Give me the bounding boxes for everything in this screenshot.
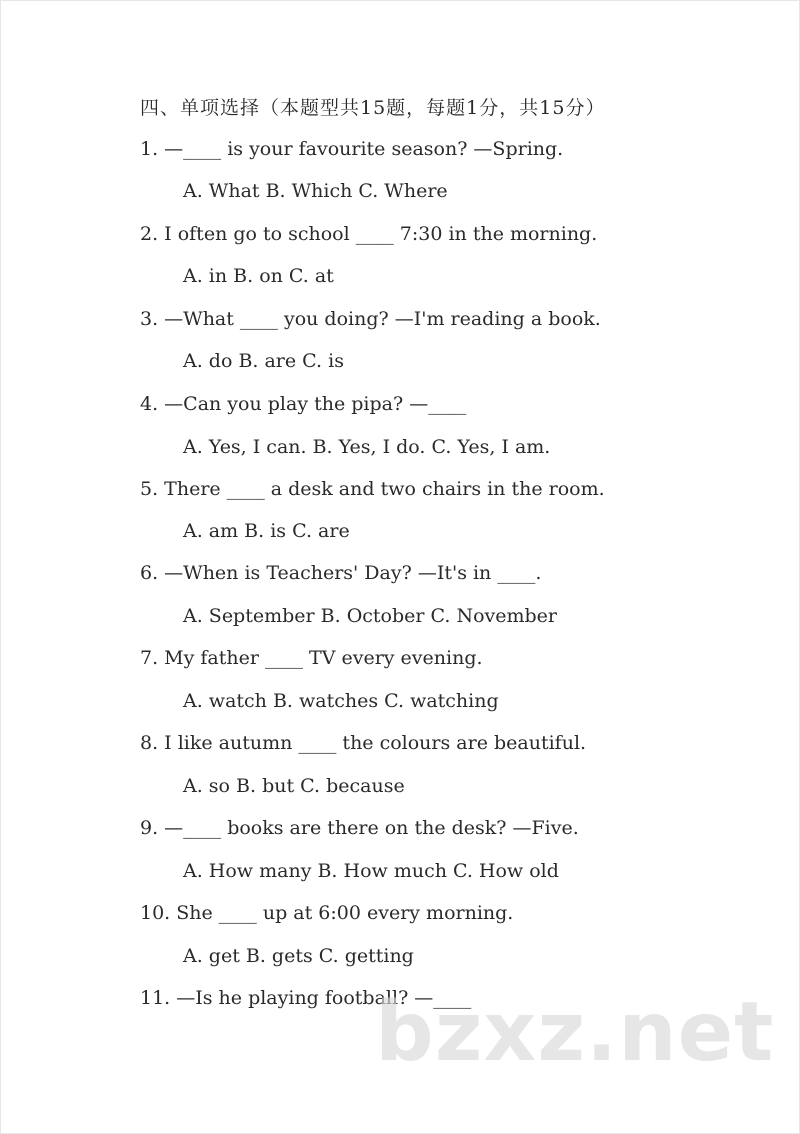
watermark-logo: bzxz.net — [375, 985, 775, 1080]
question-8: 8. I like autumn ____ the colours are beautiful. — [140, 732, 587, 754]
question-10: 10. She ____ up at 6:00 every morning. — [140, 902, 514, 924]
question-11: 11. —Is he playing football? —____ — [140, 987, 472, 1009]
question-5: 5. There ____ a desk and two chairs in the room. — [140, 478, 605, 500]
question-9-options: A. How many B. How much C. How old — [183, 860, 559, 882]
question-10-options: A. get B. gets C. getting — [183, 945, 414, 967]
question-8-options: A. so B. but C. because — [183, 775, 405, 797]
question-2: 2. I often go to school ____ 7:30 in the morning. — [140, 223, 598, 245]
question-1: 1. —____ is your favourite season? —Spring. — [140, 138, 564, 160]
question-3: 3. —What ____ you doing? —I'm reading a book. — [140, 308, 601, 330]
question-6: 6. —When is Teachers' Day? —It's in ____. — [140, 562, 542, 584]
question-6-options: A. September B. October C. November — [183, 605, 557, 627]
question-7: 7. My father ____ TV every evening. — [140, 647, 483, 669]
question-7-options: A. watch B. watches C. watching — [183, 690, 499, 712]
question-2-options: A. in B. on C. at — [183, 265, 334, 287]
question-1-options: A. What B. Which C. Where — [183, 180, 448, 202]
question-4: 4. —Can you play the pipa? —____ — [140, 393, 467, 415]
question-5-options: A. am B. is C. are — [183, 520, 350, 542]
question-4-options: A. Yes, I can. B. Yes, I do. C. Yes, I am. — [183, 436, 551, 458]
question-3-options: A. do B. are C. is — [183, 350, 344, 372]
section-title: 四、单项选择（本题型共15题，每题1分，共15分） — [140, 97, 606, 119]
question-9: 9. —____ books are there on the desk? —Five. — [140, 817, 579, 839]
